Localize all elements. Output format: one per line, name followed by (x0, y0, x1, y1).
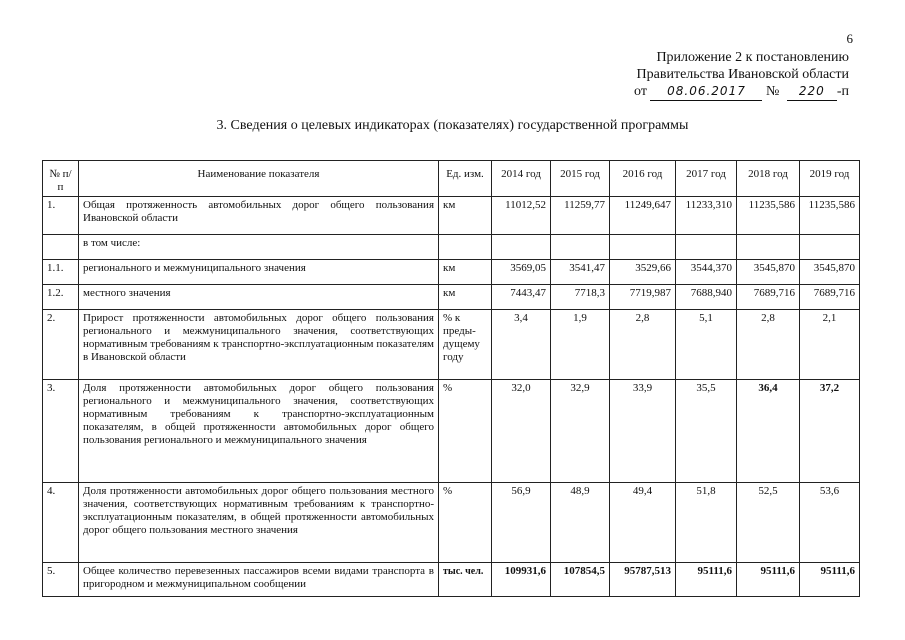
number-sign: № (765, 84, 780, 99)
row-unit: % (439, 380, 492, 483)
row-num: 5. (43, 563, 79, 597)
value-2017: 5,1 (676, 310, 737, 380)
value-2015: 1,9 (551, 310, 610, 380)
header-2014: 2014 год (492, 161, 551, 197)
value-2017: 95111,6 (676, 563, 737, 597)
appendix-line-2: Правительства Ивановской области (636, 67, 849, 82)
value-2018: 52,5 (737, 483, 800, 563)
row-name: в том числе: (79, 235, 439, 260)
table-row (43, 563, 860, 597)
value-2018: 36,4 (737, 380, 800, 483)
row-name: Доля протяженности автомобильных дорог общего пользования регионального и межмуниципального значения, соответствующих нормативным требованиям к транспортно-эксплуатационным показателям, в общей протяженности автомобильных дорог общего пользования регионального и межмуниципального значения (79, 380, 439, 483)
number-suffix: -п (836, 84, 849, 99)
value-2015 (551, 235, 610, 260)
header-2016: 2016 год (610, 161, 676, 197)
row-unit: % (439, 483, 492, 563)
value-2015: 11259,77 (551, 197, 610, 235)
value-2014: 3569,05 (492, 260, 551, 285)
value-2017: 51,8 (676, 483, 737, 563)
header-unit: Ед. изм. (439, 161, 492, 197)
value-2014 (492, 235, 551, 260)
value-2014: 109931,6 (492, 563, 551, 597)
section-title: 3. Сведения о целевых индикаторах (показателях) государственной программы (216, 118, 689, 133)
handwritten-number: 220 (787, 83, 837, 101)
table-row (43, 483, 860, 563)
header-2019: 2019 год (800, 161, 860, 197)
value-2015: 7718,3 (551, 285, 610, 310)
row-unit: км (439, 285, 492, 310)
value-2017: 3544,370 (676, 260, 737, 285)
row-unit (439, 235, 492, 260)
value-2015: 3541,47 (551, 260, 610, 285)
table-row (43, 380, 860, 483)
row-num: 2. (43, 310, 79, 380)
value-2016: 11249,647 (610, 197, 676, 235)
value-2019: 7689,716 (800, 285, 860, 310)
row-name: Общее количество перевезенных пассажиров всеми видами транспорта в пригородном и межмуниципальном сообщении (79, 563, 439, 597)
value-2017: 7688,940 (676, 285, 737, 310)
appendix-line-1: Приложение 2 к постановлению (656, 50, 849, 65)
value-2019: 37,2 (800, 380, 860, 483)
row-name: местного значения (79, 285, 439, 310)
header-2017: 2017 год (676, 161, 737, 197)
value-2014: 11012,52 (492, 197, 551, 235)
value-2019: 3545,870 (800, 260, 860, 285)
value-2018: 95111,6 (737, 563, 800, 597)
row-num: 3. (43, 380, 79, 483)
value-2018: 7689,716 (737, 285, 800, 310)
page-number: 6 (846, 31, 853, 46)
row-name: Прирост протяженности автомобильных дорог общего пользования регионального и межмуниципального значения, соответствующих нормативным требованиям к транспортно-эксплуатационным показателям в Ивановской области (79, 310, 439, 380)
value-2016: 33,9 (610, 380, 676, 483)
row-num (43, 235, 79, 260)
value-2016: 2,8 (610, 310, 676, 380)
value-2016: 49,4 (610, 483, 676, 563)
value-2014: 32,0 (492, 380, 551, 483)
value-2019 (800, 235, 860, 260)
value-2015: 107854,5 (551, 563, 610, 597)
table-header-row (43, 161, 860, 197)
value-2018 (737, 235, 800, 260)
value-2019: 95111,6 (800, 563, 860, 597)
header-num: № п/п (43, 161, 79, 197)
appendix-header (634, 49, 849, 101)
row-num: 1. (43, 197, 79, 235)
header-2018: 2018 год (737, 161, 800, 197)
row-unit: тыс. чел. (439, 563, 492, 597)
value-2017 (676, 235, 737, 260)
header-name: Наименование показателя (79, 161, 439, 197)
value-2019: 53,6 (800, 483, 860, 563)
value-2016: 3529,66 (610, 260, 676, 285)
value-2017: 35,5 (676, 380, 737, 483)
value-2014: 3,4 (492, 310, 551, 380)
row-name: Доля протяженности автомобильных дорог общего пользования местного значения, соответствующих нормативным требованиям к транспортно-эксплуатационным показателям, в общей протяженности автомобильных дорог общего пользования местного значения (79, 483, 439, 563)
indicators-table (42, 160, 860, 597)
value-2014: 56,9 (492, 483, 551, 563)
table-row (43, 285, 860, 310)
table-row (43, 197, 860, 235)
value-2019: 11235,586 (800, 197, 860, 235)
value-2018: 3545,870 (737, 260, 800, 285)
value-2019: 2,1 (800, 310, 860, 380)
value-2017: 11233,310 (676, 197, 737, 235)
row-num: 4. (43, 483, 79, 563)
value-2016 (610, 235, 676, 260)
header-2015: 2015 год (551, 161, 610, 197)
value-2016: 95787,513 (610, 563, 676, 597)
table-row (43, 235, 860, 260)
table-row (43, 310, 860, 380)
row-name: регионального и межмуниципального значения (79, 260, 439, 285)
value-2018: 11235,586 (737, 197, 800, 235)
value-2016: 7719,987 (610, 285, 676, 310)
handwritten-date: 08.06.2017 (650, 83, 762, 101)
table-row (43, 260, 860, 285)
value-2014: 7443,47 (492, 285, 551, 310)
row-unit: км (439, 260, 492, 285)
row-num: 1.1. (43, 260, 79, 285)
row-name: Общая протяженность автомобильных дорог общего пользования Ивановской области (79, 197, 439, 235)
value-2015: 48,9 (551, 483, 610, 563)
row-unit: % к преды-дущему году (439, 310, 492, 380)
value-2018: 2,8 (737, 310, 800, 380)
value-2015: 32,9 (551, 380, 610, 483)
appendix-line-3 (634, 83, 849, 101)
appendix-prefix: от (634, 84, 647, 99)
row-unit: км (439, 197, 492, 235)
row-num: 1.2. (43, 285, 79, 310)
